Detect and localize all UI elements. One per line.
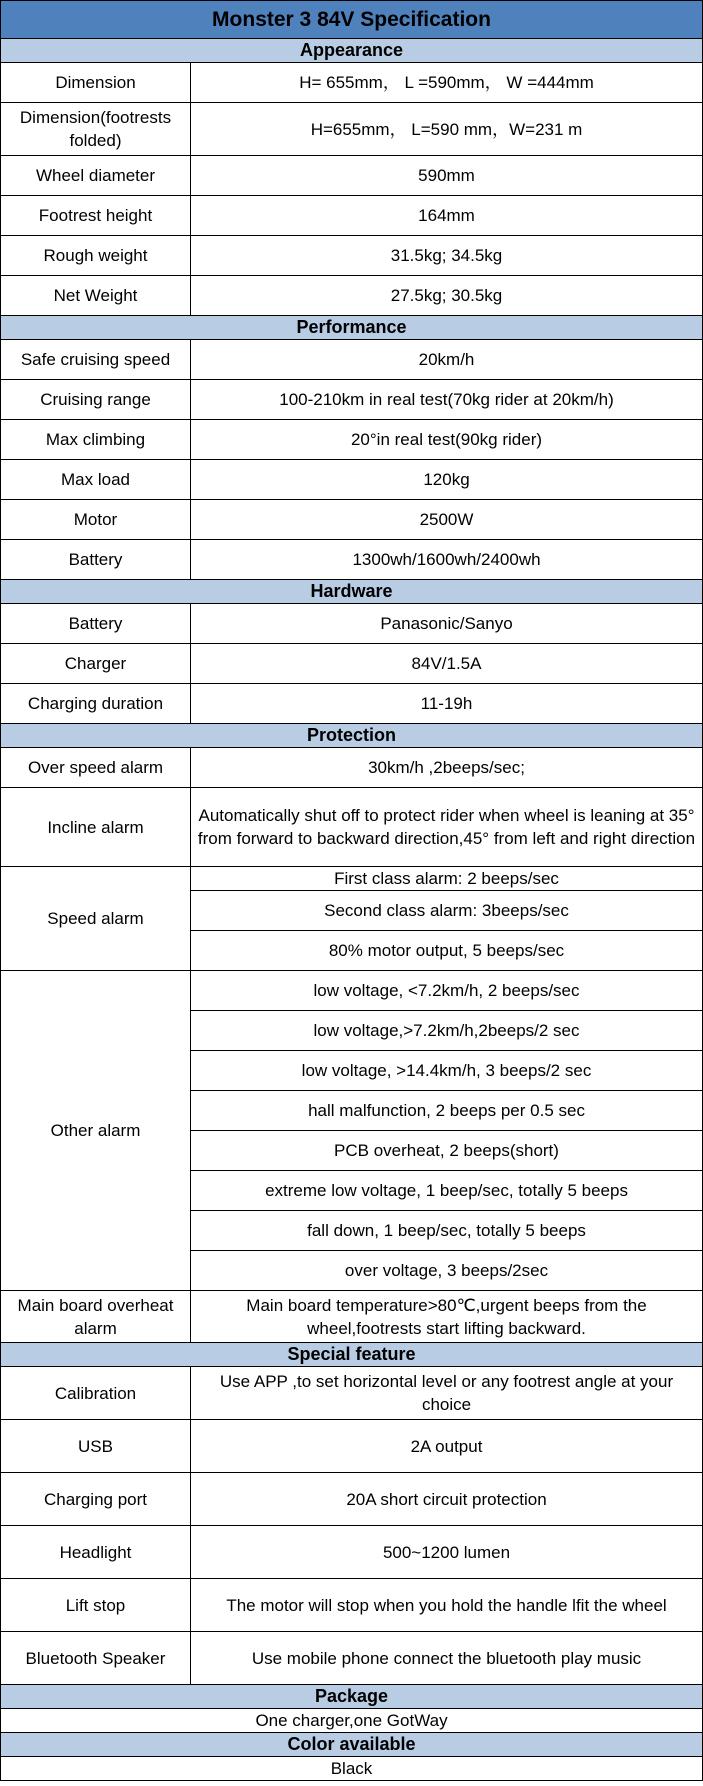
row-value: hall malfunction, 2 beeps per 0.5 sec xyxy=(191,1091,703,1131)
table-row xyxy=(1,604,703,644)
row-value: low voltage,>7.2km/h,2beeps/2 sec xyxy=(191,1011,703,1051)
table-row xyxy=(1,103,703,156)
row-value: 1300wh/1600wh/2400wh xyxy=(191,540,703,580)
table-row xyxy=(1,1632,703,1685)
row-value: Second class alarm: 3beeps/sec xyxy=(191,891,703,931)
row-value: over voltage, 3 beeps/2sec xyxy=(191,1251,703,1291)
section-row xyxy=(1,1685,703,1709)
row-value: The motor will stop when you hold the handle lfit the wheel xyxy=(191,1579,703,1632)
row-label: Main board overheat alarm xyxy=(1,1291,191,1343)
row-label: Dimension xyxy=(1,63,191,103)
table-row xyxy=(1,63,703,103)
row-label: Charging duration xyxy=(1,684,191,724)
row-label: Safe cruising speed xyxy=(1,340,191,380)
table-row xyxy=(1,276,703,316)
row-value: 80% motor output, 5 beeps/sec xyxy=(191,931,703,971)
package-value: One charger,one GotWay xyxy=(1,1709,703,1733)
other-alarm-label: Other alarm xyxy=(1,971,191,1291)
row-value: 2A output xyxy=(191,1420,703,1473)
table-row xyxy=(1,1420,703,1473)
row-value: 590mm xyxy=(191,156,703,196)
row-value: 20A short circuit protection xyxy=(191,1473,703,1526)
row-label: Over speed alarm xyxy=(1,748,191,788)
row-value: 120kg xyxy=(191,460,703,500)
row-label: Incline alarm xyxy=(1,788,191,867)
page-title: Monster 3 84V Specification xyxy=(1,1,703,39)
section-heading-package: Package xyxy=(1,1685,703,1709)
row-label: USB xyxy=(1,1420,191,1473)
section-row xyxy=(1,724,703,748)
row-value: Panasonic/Sanyo xyxy=(191,604,703,644)
row-label: Lift stop xyxy=(1,1579,191,1632)
row-label: Calibration xyxy=(1,1367,191,1420)
row-value: 11-19h xyxy=(191,684,703,724)
section-heading-special-feature: Special feature xyxy=(1,1343,703,1367)
row-value: 20°in real test(90kg rider) xyxy=(191,420,703,460)
row-value: 500~1200 lumen xyxy=(191,1526,703,1579)
row-label: Motor xyxy=(1,500,191,540)
table-row xyxy=(1,340,703,380)
section-heading-performance: Performance xyxy=(1,316,703,340)
row-label: Rough weight xyxy=(1,236,191,276)
row-label: Headlight xyxy=(1,1526,191,1579)
row-label: Charging port xyxy=(1,1473,191,1526)
row-value: 31.5kg; 34.5kg xyxy=(191,236,703,276)
row-label: Net Weight xyxy=(1,276,191,316)
row-value: 27.5kg; 30.5kg xyxy=(191,276,703,316)
table-row xyxy=(1,1473,703,1526)
row-value: Use mobile phone connect the bluetooth play music xyxy=(191,1632,703,1685)
row-value: 20km/h xyxy=(191,340,703,380)
section-heading-color: Color available xyxy=(1,1733,703,1757)
table-row xyxy=(1,236,703,276)
color-value: Black xyxy=(1,1757,703,1781)
section-heading-appearance: Appearance xyxy=(1,39,703,63)
row-value: H= 655mm， L =590mm， W =444mm xyxy=(191,63,703,103)
section-row xyxy=(1,1343,703,1367)
row-label: Max climbing xyxy=(1,420,191,460)
row-label: Battery xyxy=(1,540,191,580)
row-label: Wheel diameter xyxy=(1,156,191,196)
row-value: low voltage, <7.2km/h, 2 beeps/sec xyxy=(191,971,703,1011)
row-value: extreme low voltage, 1 beep/sec, totally 5 beeps xyxy=(191,1171,703,1211)
section-row xyxy=(1,1733,703,1757)
section-row xyxy=(1,580,703,604)
table-row xyxy=(1,1709,703,1733)
row-label: Max load xyxy=(1,460,191,500)
table-row xyxy=(1,644,703,684)
row-value: 2500W xyxy=(191,500,703,540)
section-heading-hardware: Hardware xyxy=(1,580,703,604)
title-row xyxy=(1,1,703,39)
table-row xyxy=(1,1367,703,1420)
row-label: Dimension(footrests folded) xyxy=(1,103,191,156)
row-label: Footrest height xyxy=(1,196,191,236)
table-row xyxy=(1,420,703,460)
table-row xyxy=(1,1757,703,1781)
table-row xyxy=(1,971,703,1011)
table-row xyxy=(1,460,703,500)
table-row xyxy=(1,540,703,580)
table-row xyxy=(1,748,703,788)
row-value: 84V/1.5A xyxy=(191,644,703,684)
table-row xyxy=(1,500,703,540)
table-row xyxy=(1,196,703,236)
row-value: 100-210km in real test(70kg rider at 20km/h) xyxy=(191,380,703,420)
row-value: H=655mm， L=590 mm，W=231 m xyxy=(191,103,703,156)
section-row xyxy=(1,316,703,340)
table-row xyxy=(1,684,703,724)
row-value: 164mm xyxy=(191,196,703,236)
row-label: Bluetooth Speaker xyxy=(1,1632,191,1685)
speed-alarm-label: Speed alarm xyxy=(1,867,191,971)
row-value: 30km/h ,2beeps/sec; xyxy=(191,748,703,788)
table-row xyxy=(1,380,703,420)
row-label: Charger xyxy=(1,644,191,684)
row-value: Main board temperature>80℃,urgent beeps from the wheel,footrests start lifting backward. xyxy=(191,1291,703,1343)
table-row xyxy=(1,867,703,891)
row-value: First class alarm: 2 beeps/sec xyxy=(191,867,703,891)
row-value: Use APP ,to set horizontal level or any footrest angle at your choice xyxy=(191,1367,703,1420)
row-value: Automatically shut off to protect rider when wheel is leaning at 35° from forward to backward direction,45° from left and right direction xyxy=(191,788,703,867)
row-value: PCB overheat, 2 beeps(short) xyxy=(191,1131,703,1171)
table-row xyxy=(1,1526,703,1579)
section-heading-protection: Protection xyxy=(1,724,703,748)
row-label: Cruising range xyxy=(1,380,191,420)
table-row xyxy=(1,1291,703,1343)
section-row xyxy=(1,39,703,63)
row-label: Battery xyxy=(1,604,191,644)
table-row xyxy=(1,788,703,867)
table-row xyxy=(1,156,703,196)
row-value: fall down, 1 beep/sec, totally 5 beeps xyxy=(191,1211,703,1251)
table-row xyxy=(1,1579,703,1632)
row-value: low voltage, >14.4km/h, 3 beeps/2 sec xyxy=(191,1051,703,1091)
